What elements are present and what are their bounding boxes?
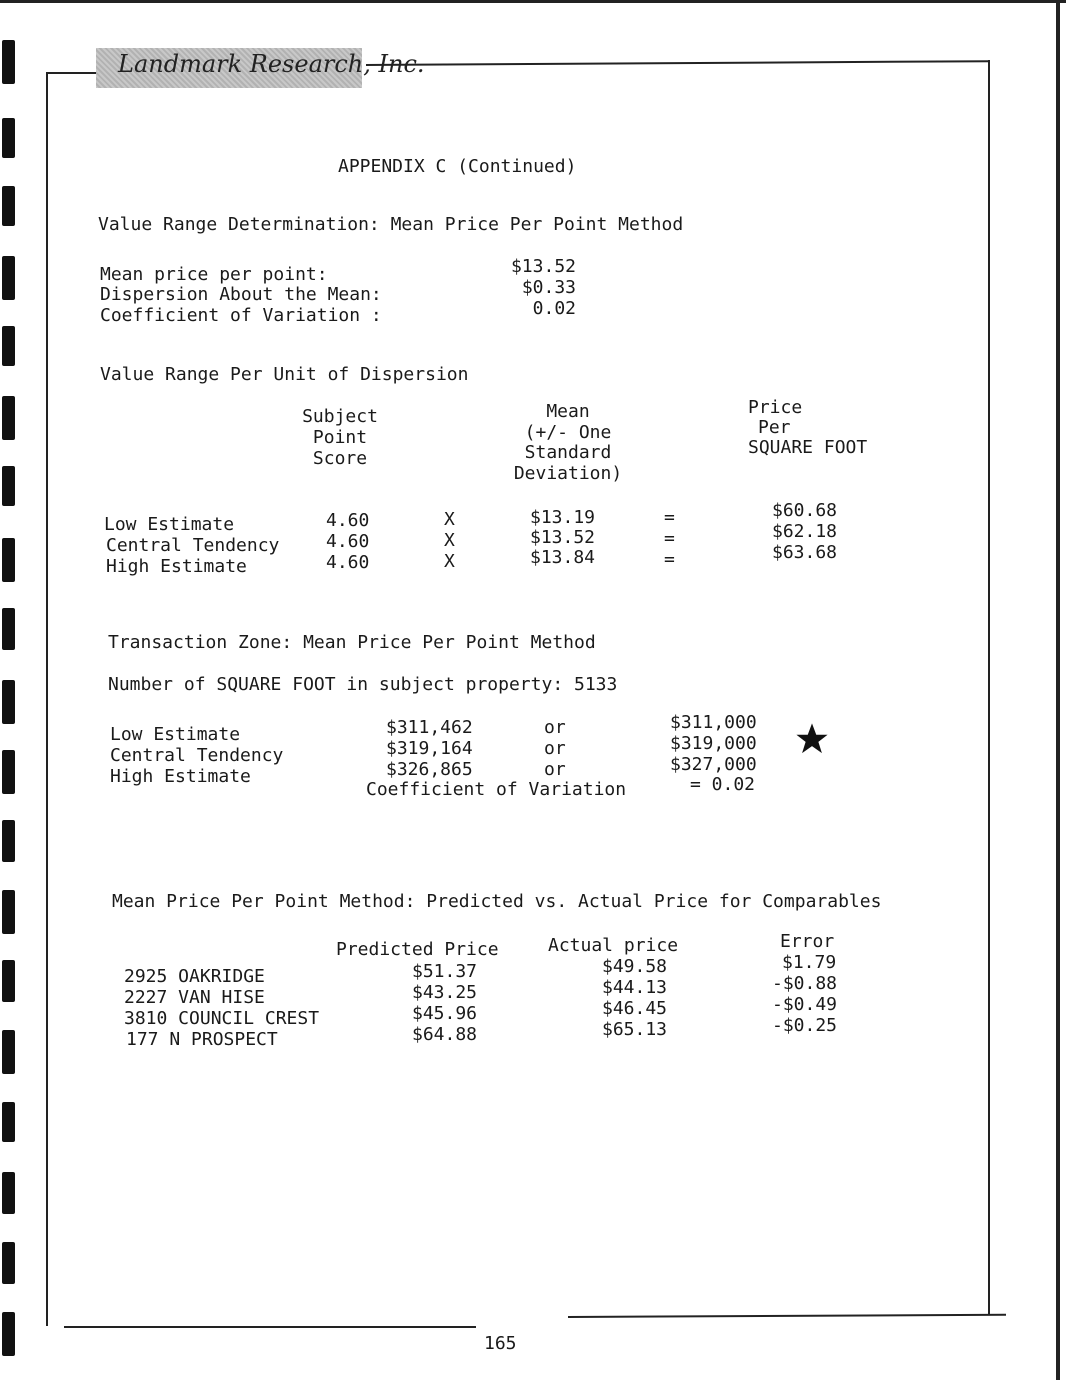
col-actual-header: Actual price <box>548 935 679 956</box>
row-label: Low Estimate <box>110 724 241 745</box>
row-equals: = <box>664 507 675 528</box>
row-or: or <box>544 717 566 738</box>
binder-hole <box>2 1102 15 1142</box>
row-multiply: X <box>444 530 455 551</box>
comparable-error: -$0.49 <box>772 994 838 1015</box>
col-mean-header-4: Deviation) <box>513 463 623 484</box>
binder-hole <box>2 890 15 934</box>
row-label: High Estimate <box>110 766 251 787</box>
col-subject-header-2: Point <box>312 427 368 448</box>
section3-heading: Transaction Zone: Mean Price Per Point Method <box>108 632 596 653</box>
row-mean: $13.19 <box>530 507 596 528</box>
col-price-header-2: Per <box>758 417 791 438</box>
company-logo: Landmark Research, Inc. <box>118 50 425 78</box>
mean-price-label: Mean price per point: <box>100 264 328 285</box>
comparable-actual: $49.58 <box>602 956 668 977</box>
binder-hole <box>2 1312 15 1356</box>
binder-hole <box>2 538 15 582</box>
binder-hole <box>2 820 15 862</box>
sqft-line: Number of SQUARE FOOT in subject property: 5133 <box>108 674 618 695</box>
comparable-address: 2227 VAN HISE <box>124 987 265 1008</box>
binder-hole <box>2 118 15 158</box>
binder-hole <box>2 40 15 84</box>
row-rounded: $311,000 <box>670 712 757 733</box>
dispersion-label: Dispersion About the Mean: <box>100 284 382 305</box>
comparable-error: $1.79 <box>782 952 837 973</box>
binder-hole <box>2 680 15 724</box>
cov-label: Coefficient of Variation : <box>100 305 382 326</box>
binder-hole <box>2 1030 15 1074</box>
frame-border-bottom-left <box>64 1326 476 1328</box>
row-label: Central Tendency <box>106 535 280 556</box>
page-title: APPENDIX C (Continued) <box>338 156 577 177</box>
binder-hole <box>2 750 15 794</box>
col-subject-header-3: Score <box>312 448 368 469</box>
star-icon <box>795 722 829 756</box>
col-error-header: Error <box>780 931 835 952</box>
col-subject-header-1: Subject <box>302 406 378 427</box>
col-price-header-3: SQUARE FOOT <box>748 437 868 458</box>
comparable-actual: $44.13 <box>602 977 668 998</box>
row-value: $319,164 <box>386 738 473 759</box>
scan-top-edge <box>0 0 1066 3</box>
row-price: $62.18 <box>772 521 838 542</box>
row-label: High Estimate <box>106 556 247 577</box>
row-equals: = <box>664 549 675 570</box>
dispersion-value: $0.33 <box>521 277 576 298</box>
comparable-error: -$0.88 <box>772 973 838 994</box>
row-or: or <box>544 759 566 780</box>
transaction-cov-label: Coefficient of Variation <box>366 779 627 800</box>
comparable-predicted: $43.25 <box>412 982 478 1003</box>
row-mean: $13.84 <box>530 547 596 568</box>
row-equals: = <box>664 528 675 549</box>
page-number: 165 <box>484 1333 517 1354</box>
binder-hole <box>2 1172 15 1214</box>
row-value: $326,865 <box>386 759 473 780</box>
binder-hole <box>2 608 15 650</box>
frame-border-bottom-right <box>568 1314 1006 1318</box>
col-predicted-header: Predicted Price <box>336 939 499 960</box>
comparable-actual: $65.13 <box>602 1019 668 1040</box>
comparable-error: -$0.25 <box>772 1015 838 1036</box>
binder-hole <box>2 960 15 1002</box>
frame-border-right <box>988 60 990 1314</box>
binder-hole <box>2 326 15 366</box>
section1-heading: Value Range Determination: Mean Price Per Point Method <box>98 214 684 235</box>
binder-hole <box>2 256 15 300</box>
frame-border-top-right <box>366 60 990 66</box>
col-mean-header-2: (+/- One <box>524 422 612 443</box>
scan-right-edge <box>1056 0 1060 1380</box>
row-price: $60.68 <box>772 500 838 521</box>
comparable-address: 3810 COUNCIL CREST <box>124 1008 320 1029</box>
comparable-address: 2925 OAKRIDGE <box>124 966 265 987</box>
row-score: 4.60 <box>326 531 370 552</box>
row-score: 4.60 <box>326 510 370 531</box>
comparable-predicted: $51.37 <box>412 961 478 982</box>
comparable-address: 177 N PROSPECT <box>126 1029 278 1050</box>
row-mean: $13.52 <box>530 527 596 548</box>
binder-hole <box>2 1242 15 1284</box>
comparable-predicted: $64.88 <box>412 1024 478 1045</box>
frame-border-top-left <box>46 72 96 74</box>
col-price-header-1: Price <box>748 397 803 418</box>
comparable-actual: $46.45 <box>602 998 668 1019</box>
frame-border-left <box>46 72 48 1326</box>
row-score: 4.60 <box>326 552 370 573</box>
row-multiply: X <box>444 551 455 572</box>
section2-heading: Value Range Per Unit of Dispersion <box>100 364 469 385</box>
row-rounded: $319,000 <box>670 733 757 754</box>
section4-heading: Mean Price Per Point Method: Predicted vs. Actual Price for Comparables <box>112 891 882 912</box>
row-price: $63.68 <box>772 542 838 563</box>
row-value: $311,462 <box>386 717 473 738</box>
mean-price-value: $13.52 <box>510 256 576 277</box>
row-label: Low Estimate <box>104 514 235 535</box>
transaction-cov-value: = 0.02 <box>690 774 756 795</box>
binder-hole <box>2 186 15 226</box>
row-or: or <box>544 738 566 759</box>
row-label: Central Tendency <box>110 745 284 766</box>
comparable-predicted: $45.96 <box>412 1003 478 1024</box>
row-rounded: $327,000 <box>670 754 757 775</box>
row-multiply: X <box>444 509 455 530</box>
binder-hole <box>2 466 15 506</box>
binder-hole <box>2 396 15 440</box>
cov-value: 0.02 <box>532 298 576 319</box>
col-mean-header-3: Standard <box>524 442 612 463</box>
col-mean-header-1: Mean <box>546 401 590 422</box>
